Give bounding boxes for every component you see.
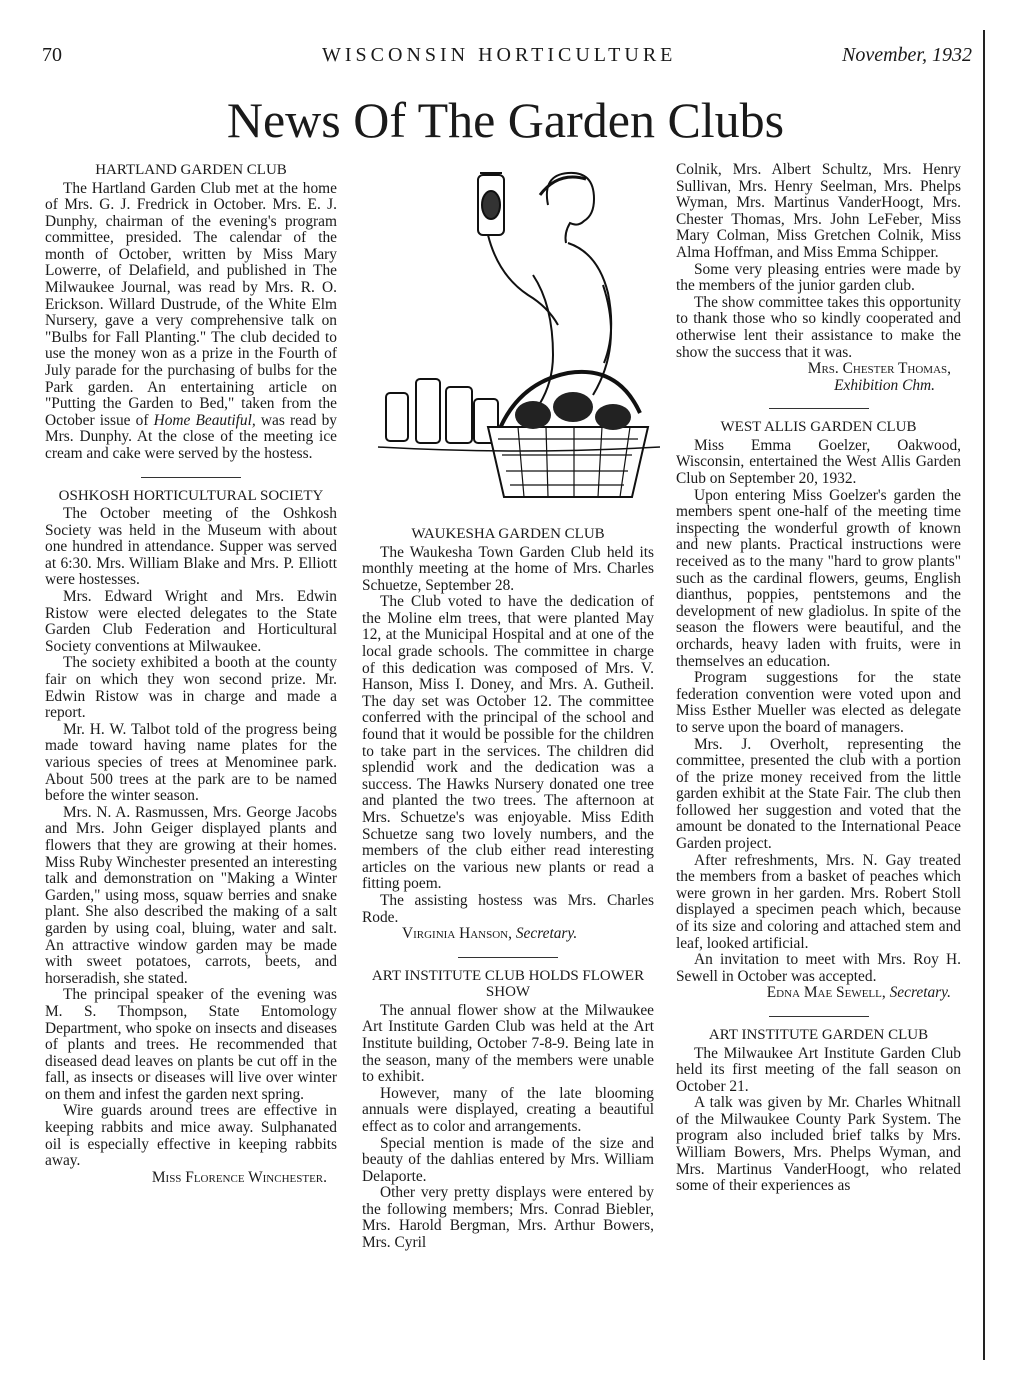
oshkosh-paragraph: The October meeting of the Oshkosh Society was held in the Museum with about one hundred in attendance. Supper was served at 6:30. Mrs. William Blake and Mrs. P. Elliott were hostesses.: [45, 505, 337, 589]
hartland-text: The Hartland Garden Club met at the home of Mrs. G. J. Fredrick in October. Mrs. E. J. Dunphy, chairman of the evening's program committee, presided. The calendar of the month of October, written by Miss Mary Lowerre, of Delafield, and published in The Milwaukee Journal, was read by Mrs. R. O. Erickson. Willard Dustrude, of the White Elm Nursery, gave a very comprehensive talk on "Bulbs for Fall Planting." The club decided to use the money won as a prize in the Fourth of July parade for the purchasing of bulbs for the Park garden. An entertaining article on "Putting the Garden to Bed," taken from the October issue of: [45, 179, 337, 429]
column-left: [45, 162, 337, 1186]
hartland-magazine-title: Home Beautiful,: [153, 411, 256, 429]
west-allis-paragraph: Mrs. J. Overholt, representing the committee, presented the club with a portion of the prize money received from the little garden exhibit at the State Fair. The club then followed her suggestion and voted that the amount be donated to the International Peace Garden project.: [676, 735, 961, 853]
divider: [458, 957, 558, 958]
oshkosh-signature: Miss Florence Winchester.: [151, 1168, 327, 1186]
west-allis-paragraph: After refreshments, Mrs. N. Gay treated the members from a basket of peaches which were grown in her garden. Mrs. Robert Stoll displayed a specimen peach which, because of its size and coloring and attached stem and leaf, looked artificial.: [676, 851, 961, 952]
hartland-article: [45, 181, 337, 463]
west-allis-signature-name: Edna Mae Sewell,: [766, 984, 886, 1002]
oshkosh-paragraph: Mrs. N. A. Rasmussen, Mrs. George Jacobs and Mrs. John Geiger displayed plants and flowers that they are growing at their homes. Miss Ruby Winchester presented an interesting talk and demonstration on "Making a Winter Garden," using moss, squaw berries and snake plant. She also described the making of a salt garden by using coal, bluing, water and salt. An attractive window garden may be made with sweet potatoes, carrots, beets, and horseradish, she stated.: [45, 803, 337, 987]
art-garden-paragraph: The Milwaukee Art Institute Garden Club held its first meeting of the fall season on October 21.: [676, 1044, 961, 1095]
divider: [769, 408, 869, 409]
art-show-heading: ART INSTITUTE CLUB HOLDS FLOWER SHOW: [371, 967, 645, 1001]
waukesha-signature: [362, 926, 654, 943]
art-show-signature-title: Exhibition Chm.: [834, 376, 935, 394]
column-middle: [362, 526, 654, 1252]
west-allis-paragraph: Upon entering Miss Goelzer's garden the members spent one-half of the meeting time inspecting the wonderful growth of known and new plants. Practical instructions were received as to the many "hard to grow plants" such as the cardinal flowers, geums, English dianthus, poppies, pentstemons and the development of new gladiolus. In spite of the season the flowers were beautiful, and the orchards, heavy laden with fruits, were in themselves an education.: [676, 486, 961, 670]
page-edge-rule: [983, 30, 985, 1360]
west-allis-heading: WEST ALLIS GARDEN CLUB: [720, 419, 917, 436]
oshkosh-paragraph: Mrs. Edward Wright and Mrs. Edwin Ristow were elected delegates to the State Garden Club Federation and Horticultural Society conventions at Milwaukee.: [45, 588, 337, 655]
page-number: 70: [42, 44, 62, 66]
west-allis-paragraph: Miss Emma Goelzer, Oakwood, Wisconsin, entertained the West Allis Garden Club on September 20, 1932.: [676, 436, 961, 487]
waukesha-signature-title: Secretary.: [515, 925, 578, 943]
hartland-heading: HARTLAND GARDEN CLUB: [95, 162, 287, 178]
art-show-paragraph: The annual flower show at the Milwaukee Art Institute Garden Club was held at the Art Institute building, October 7-8-9. Being late in the season, many of the members were unable to exhibit.: [362, 1001, 654, 1086]
oshkosh-paragraph: Mr. H. W. Talbot told of the progress being made toward having name plates for the various species of trees at Menominee park. About 500 trees at the park are to be named before the winter season.: [45, 720, 337, 805]
waukesha-heading: WAUKESHA GARDEN CLUB: [411, 526, 605, 542]
art-show-paragraph: Special mention is made of the size and beauty of the dahlias entered by Mrs. William Delaporte.: [362, 1134, 654, 1185]
hartland-text-end: was read by Mrs. Dunphy. At the close of the meeting ice cream and cake were served by the hostess.: [45, 411, 337, 462]
waukesha-paragraph: The Club voted to have the dedication of the Moline elm trees, that were planted May 12, at the Municipal Hospital and at one of the local grade schools. The committee in charge of this dedication was composed of Mrs. V. Hanson, Miss I. Doney, and Mrs. A. Gutheil. The day set was October 12. The committee conferred with the principal of the school and found that it would be possible for the children to take part in the services. The children did splendid work and the dedication was a success. The Hawks Nursery donated one tree and planted the two trees. The afternoon at Mrs. Schuetze's was enjoyable. Miss Edith Schuetze sang two lovely numbers, and the members of the club either read interesting articles on the various new plants or read a fitting poem.: [362, 593, 654, 893]
art-garden-paragraph: A talk was given by Mr. Charles Whitnall of the Milwaukee County Park System. The program also included brief talks by Mrs. William Bowers, Mrs. Phelps Wyman, and Mrs. Martinus VanderHoogt, who related some of their experiences as: [676, 1094, 961, 1195]
issue-date: November, 1932: [842, 44, 972, 66]
west-allis-paragraph: Program suggestions for the state federation convention were voted upon and Miss Esther Mueller was elected as delegate to serve upon the board of managers.: [676, 669, 961, 736]
oshkosh-paragraph: Wire guards around trees are effective in keeping rabbits and mice away. Sulphanated oil is especially effective in keeping rabbits away.: [45, 1102, 337, 1170]
art-show-paragraph: The show committee takes this opportunity to thank those who so kindly cooperated and otherwise lent their assistance to make the show the success that it was.: [676, 293, 961, 361]
column-right: [676, 162, 961, 1195]
oshkosh-paragraph: The principal speaker of the evening was M. S. Thompson, State Entomology Department, who spoke on insects and diseases of plants and trees. He recommended that diseased dead leaves on plants be cut off in the fall, as insects or diseases will live over winter on them and infest the garden next spring.: [45, 986, 337, 1103]
art-show-paragraph: Some very pleasing entries were made by the members of the junior garden club.: [676, 260, 961, 295]
woman-with-jars-basket-illustration: [368, 165, 660, 510]
west-allis-paragraph: An invitation to meet with Mrs. Roy H. Sewell in October was accepted.: [676, 951, 961, 985]
page-title: News Of The Garden Clubs: [226, 92, 785, 148]
art-show-continued: Colnik, Mrs. Albert Schultz, Mrs. Henry Sullivan, Mrs. Henry Seelman, Mrs. Phelps Wyman, Mrs. Martinus VanderHoogt, Mrs. Chester Thomas, Mrs. John LeFeber, Miss Mary Colman, Miss Gretchen Colnik, Miss Alma Hoffman, and Miss Emma Schipper.: [676, 161, 961, 261]
art-show-signature-name: Mrs. Chester Thomas,: [807, 360, 951, 378]
art-show-paragraph: Other very pretty displays were entered by the following members; Mrs. Conrad Biebler, Mrs. Harold Bergman, Mrs. Arthur Bowers, Mrs. Cyril: [362, 1184, 654, 1252]
waukesha-signature-name: Virginia Hanson,: [402, 925, 512, 943]
waukesha-paragraph: The assisting hostess was Mrs. Charles Rode.: [362, 891, 654, 926]
west-allis-signature-title: Secretary.: [889, 984, 951, 1002]
divider: [141, 477, 241, 478]
oshkosh-paragraph: The society exhibited a booth at the county fair on which they won second prize. Mr. Edwin Ristow was in charge and made a report.: [45, 654, 337, 722]
divider: [769, 1016, 869, 1017]
waukesha-paragraph: The Waukesha Town Garden Club held its monthly meeting at the home of Mrs. Charles Schuetze, September 28.: [362, 543, 654, 594]
magazine-title: WISCONSIN HORTICULTURE: [322, 44, 677, 66]
art-show-paragraph: However, many of the late blooming annuals were displayed, creating a beautiful effect as to color and arrangements.: [362, 1084, 654, 1135]
oshkosh-heading: OSHKOSH HORTICULTURAL SOCIETY: [58, 487, 324, 504]
art-garden-heading: ART INSTITUTE GARDEN CLUB: [708, 1027, 929, 1043]
running-header: [42, 44, 972, 74]
west-allis-signature: [676, 985, 961, 1002]
